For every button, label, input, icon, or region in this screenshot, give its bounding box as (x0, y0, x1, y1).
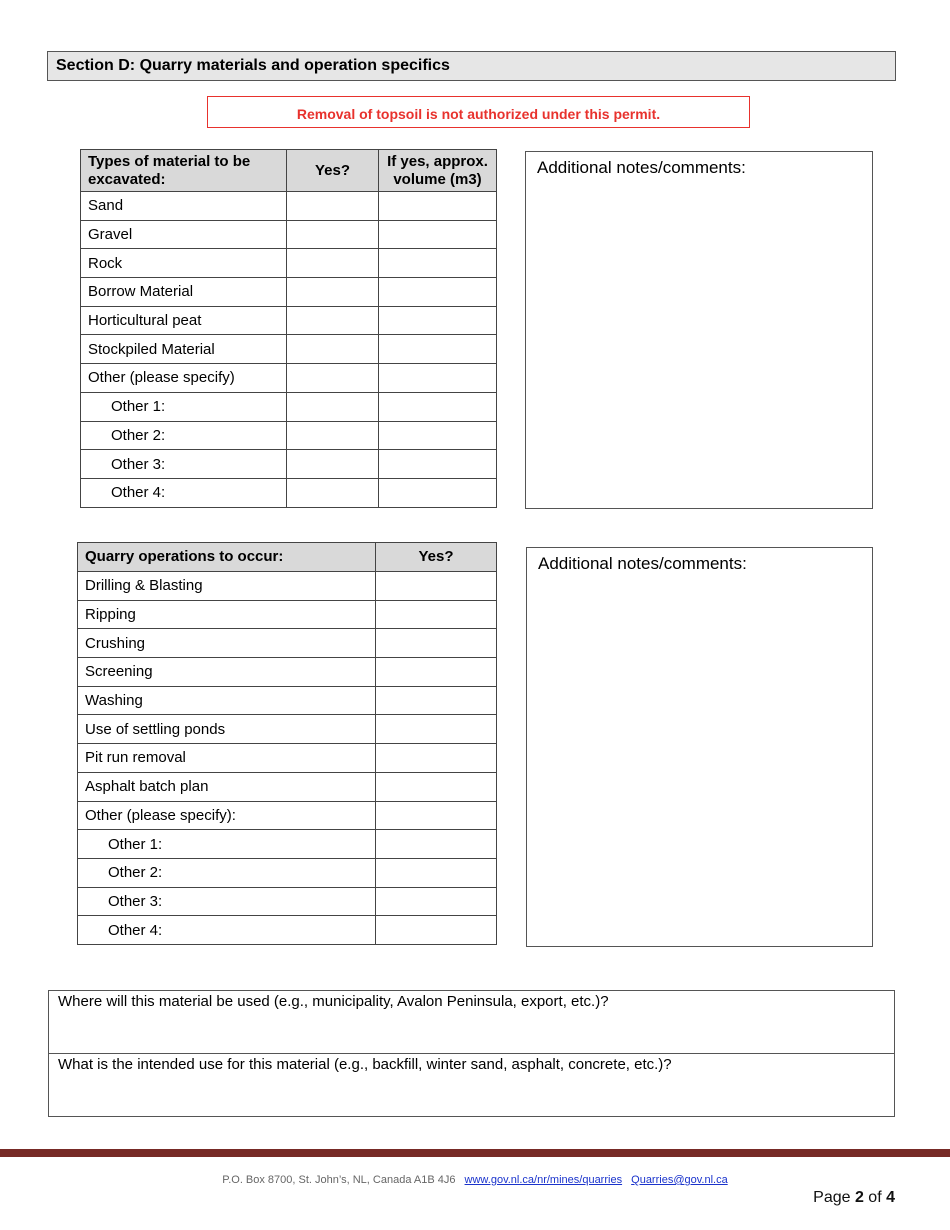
operation-label: Other 4: (78, 916, 376, 945)
operation-yes-cell[interactable] (376, 629, 497, 658)
material-row (81, 364, 497, 393)
material-yes-cell[interactable] (287, 478, 379, 507)
operation-label: Other (please specify): (78, 801, 376, 830)
material-volume-cell[interactable] (379, 278, 497, 307)
footer-address: P.O. Box 8700, St. John’s, NL, Canada A1B 4J6 (222, 1174, 456, 1186)
operation-row (78, 887, 497, 916)
material-volume-cell[interactable] (379, 306, 497, 335)
material-row (81, 249, 497, 278)
operation-label: Drilling & Blasting (78, 572, 376, 601)
materials-volume-header: If yes, approx. volume (m3) (379, 150, 497, 192)
footer-divider-bar (0, 1149, 950, 1157)
operations-type-header: Quarry operations to occur: (78, 543, 376, 572)
material-use-questions (48, 990, 895, 1117)
materials-notes-label: Additional notes/comments: (537, 158, 746, 177)
material-label: Stockpiled Material (81, 335, 287, 364)
operation-label: Use of settling ponds (78, 715, 376, 744)
material-yes-cell[interactable] (287, 278, 379, 307)
operation-yes-cell[interactable] (376, 572, 497, 601)
material-label: Borrow Material (81, 278, 287, 307)
materials-notes-box[interactable] (525, 151, 873, 509)
operation-label: Washing (78, 686, 376, 715)
material-volume-cell[interactable] (379, 421, 497, 450)
operation-yes-cell[interactable] (376, 887, 497, 916)
material-location-question[interactable] (49, 991, 894, 1054)
material-row (81, 335, 497, 364)
materials-yes-header: Yes? (287, 150, 379, 192)
operation-yes-cell[interactable] (376, 744, 497, 773)
operation-yes-cell[interactable] (376, 916, 497, 945)
operation-yes-cell[interactable] (376, 858, 497, 887)
operation-row (78, 858, 497, 887)
material-volume-cell[interactable] (379, 478, 497, 507)
page-total: 4 (886, 1189, 895, 1206)
operation-row (78, 658, 497, 687)
material-yes-cell[interactable] (287, 192, 379, 221)
operation-row (78, 600, 497, 629)
section-title: Section D: Quarry materials and operation specifics (47, 51, 896, 81)
material-label: Other 3: (81, 450, 287, 479)
operation-yes-cell[interactable] (376, 686, 497, 715)
material-intended-use-label: What is the intended use for this material (e.g., backfill, winter sand, asphalt, concrete, etc.)? (58, 1056, 672, 1073)
material-volume-cell[interactable] (379, 392, 497, 421)
operation-yes-cell[interactable] (376, 830, 497, 859)
operation-label: Asphalt batch plan (78, 772, 376, 801)
material-volume-cell[interactable] (379, 249, 497, 278)
material-yes-cell[interactable] (287, 450, 379, 479)
operation-yes-cell[interactable] (376, 658, 497, 687)
material-label: Other (please specify) (81, 364, 287, 393)
material-volume-cell[interactable] (379, 364, 497, 393)
operation-yes-cell[interactable] (376, 715, 497, 744)
operations-notes-box[interactable] (526, 547, 873, 947)
material-label: Gravel (81, 220, 287, 249)
operation-row (78, 572, 497, 601)
operation-label: Screening (78, 658, 376, 687)
material-yes-cell[interactable] (287, 335, 379, 364)
page-number (813, 1189, 895, 1207)
material-label: Horticultural peat (81, 306, 287, 335)
operation-row (78, 744, 497, 773)
material-label: Other 1: (81, 392, 287, 421)
material-intended-use-question[interactable] (49, 1054, 894, 1117)
material-label: Other 2: (81, 421, 287, 450)
page-prefix: Page (813, 1189, 855, 1206)
material-label: Sand (81, 192, 287, 221)
operation-yes-cell[interactable] (376, 772, 497, 801)
material-row (81, 392, 497, 421)
operation-row (78, 715, 497, 744)
footer-website-link[interactable]: www.gov.nl.ca/nr/mines/quarries (464, 1174, 623, 1186)
material-yes-cell[interactable] (287, 392, 379, 421)
operation-yes-cell[interactable] (376, 801, 497, 830)
operations-yes-header: Yes? (376, 543, 497, 572)
materials-header-row (81, 150, 497, 192)
operation-label: Crushing (78, 629, 376, 658)
material-row (81, 192, 497, 221)
operations-header-row (78, 543, 497, 572)
operation-row (78, 830, 497, 859)
material-row (81, 478, 497, 507)
material-yes-cell[interactable] (287, 249, 379, 278)
operations-notes-label: Additional notes/comments: (538, 554, 747, 573)
material-location-label: Where will this material be used (e.g., municipality, Avalon Peninsula, export, etc.)? (58, 993, 609, 1010)
material-volume-cell[interactable] (379, 192, 497, 221)
operation-row (78, 629, 497, 658)
materials-type-header: Types of material to be excavated: (81, 150, 287, 192)
operation-label: Other 3: (78, 887, 376, 916)
footer-contact (0, 1174, 950, 1186)
material-label: Other 4: (81, 478, 287, 507)
material-volume-cell[interactable] (379, 220, 497, 249)
material-yes-cell[interactable] (287, 306, 379, 335)
footer-email-link[interactable]: Quarries@gov.nl.ca (631, 1174, 728, 1186)
material-yes-cell[interactable] (287, 220, 379, 249)
material-row (81, 450, 497, 479)
operation-yes-cell[interactable] (376, 600, 497, 629)
operations-table (77, 542, 497, 945)
material-label: Rock (81, 249, 287, 278)
page-current: 2 (854, 1189, 864, 1206)
operation-row (78, 772, 497, 801)
page-of: of (863, 1189, 887, 1206)
material-row (81, 421, 497, 450)
material-row (81, 278, 497, 307)
topsoil-warning: Removal of topsoil is not authorized under this permit. (207, 96, 750, 128)
material-yes-cell[interactable] (287, 364, 379, 393)
material-yes-cell[interactable] (287, 421, 379, 450)
operation-row (78, 686, 497, 715)
material-volume-cell[interactable] (379, 450, 497, 479)
material-volume-cell[interactable] (379, 335, 497, 364)
material-row (81, 306, 497, 335)
material-row (81, 220, 497, 249)
operation-label: Ripping (78, 600, 376, 629)
operation-label: Other 2: (78, 858, 376, 887)
operation-label: Other 1: (78, 830, 376, 859)
operation-row (78, 801, 497, 830)
operation-label: Pit run removal (78, 744, 376, 773)
materials-table (80, 149, 497, 508)
operation-row (78, 916, 497, 945)
